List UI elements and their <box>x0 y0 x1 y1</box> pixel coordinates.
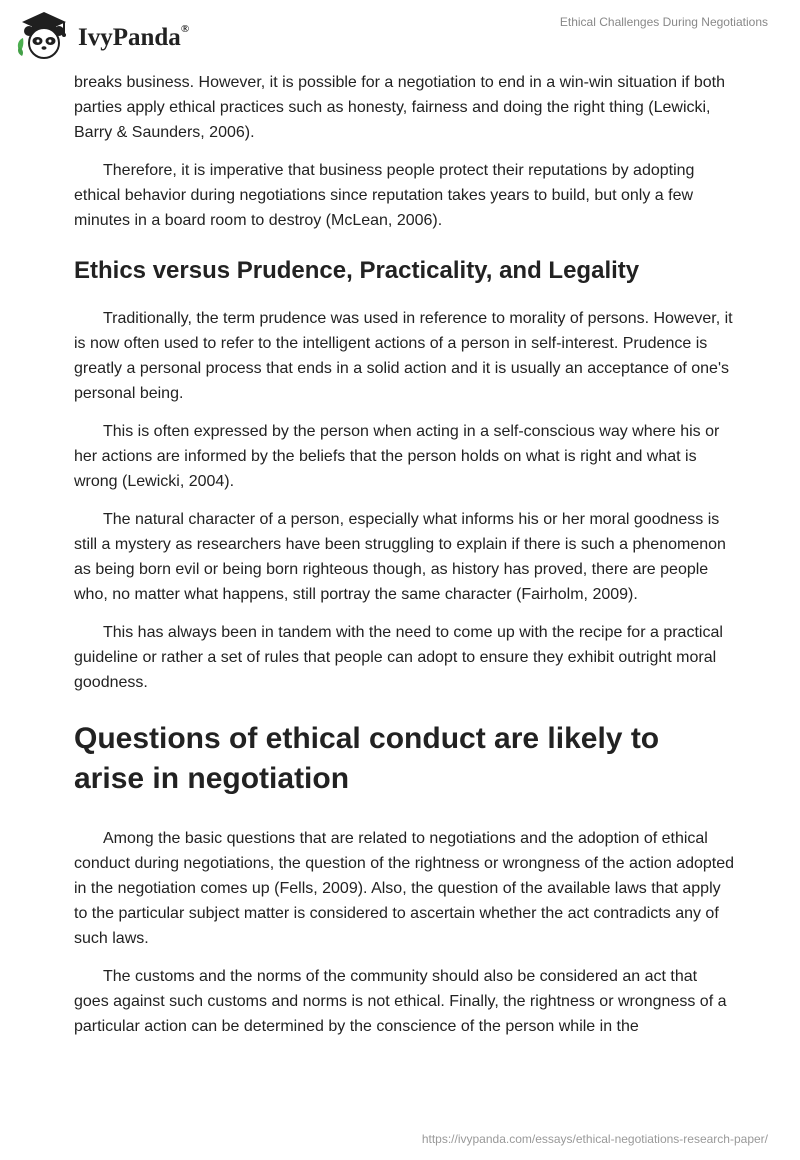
article-body <box>74 70 734 1052</box>
paragraph: breaks business. However, it is possible for a negotiation to end in a win-win situation if both parties apply ethical practices such as honesty, fairness and doing the right thing (Lewicki, Barry & Saunders, 2006). <box>74 74 726 141</box>
paragraph: This has always been in tandem with the need to come up with the recipe for a practical guideline or rather a set of rules that people can adopt to ensure they exhibit outright moral goodness. <box>74 624 723 691</box>
paragraph: The customs and the norms of the community should also be considered an act that goes against such customs and norms is not ethical. Finally, the rightness or wrongness of a particular action can be determined by the conscience of the person while in the <box>74 968 727 1035</box>
brand-name: IvyPanda® <box>78 22 190 51</box>
paragraph: This is often expressed by the person when acting in a self-conscious way where his or her actions are informed by the beliefs that the person holds on what is right and what is wrong (Lewicki, 2004). <box>74 423 720 490</box>
page-header <box>0 0 800 76</box>
paragraph: The natural character of a person, especially what informs his or her moral goodness is still a mystery as researchers have been struggling to explain if there is such a phenomenon as being born evil or being born righteous though, as history has proved, there are people who, no matter what happens, still portray the same character (Fairholm, 2009). <box>74 511 726 603</box>
panda-graduation-cap-icon <box>14 8 74 60</box>
document-title: Ethical Challenges During Negotiations <box>559 15 768 29</box>
brand-logo[interactable] <box>14 8 194 60</box>
paragraph: Therefore, it is imperative that business people protect their reputations by adopting ethical behavior during negotiations since reputation takes years to build, but only a few minutes in a board room to destroy (McLean, 2006). <box>74 162 695 229</box>
paragraph: Among the basic questions that are related to negotiations and the adoption of ethical conduct during negotiations, the question of the rightness or wrongness of the action adopted in the negotiation comes up (Fells, 2009). Also, the question of the available laws that apply to the particular subject matter is considered to ascertain whether the act contradicts any of such laws. <box>74 830 734 947</box>
section-heading-ethics: Ethics versus Prudence, Practicality, and Legality <box>74 257 640 284</box>
footer-source-url[interactable]: https://ivypanda.com/essays/ethical-negotiations-research-paper/ <box>421 1132 768 1146</box>
paragraph: Traditionally, the term prudence was used in reference to morality of persons. However, it is now often used to refer to the intelligent actions of a person in self-interest. Prudence is greatly a personal process that ends in a solid action and it is usually an acceptance of one's personal being. <box>74 310 733 402</box>
section-heading-questions: Questions of ethical conduct are likely to arise in negotiation <box>74 722 660 795</box>
